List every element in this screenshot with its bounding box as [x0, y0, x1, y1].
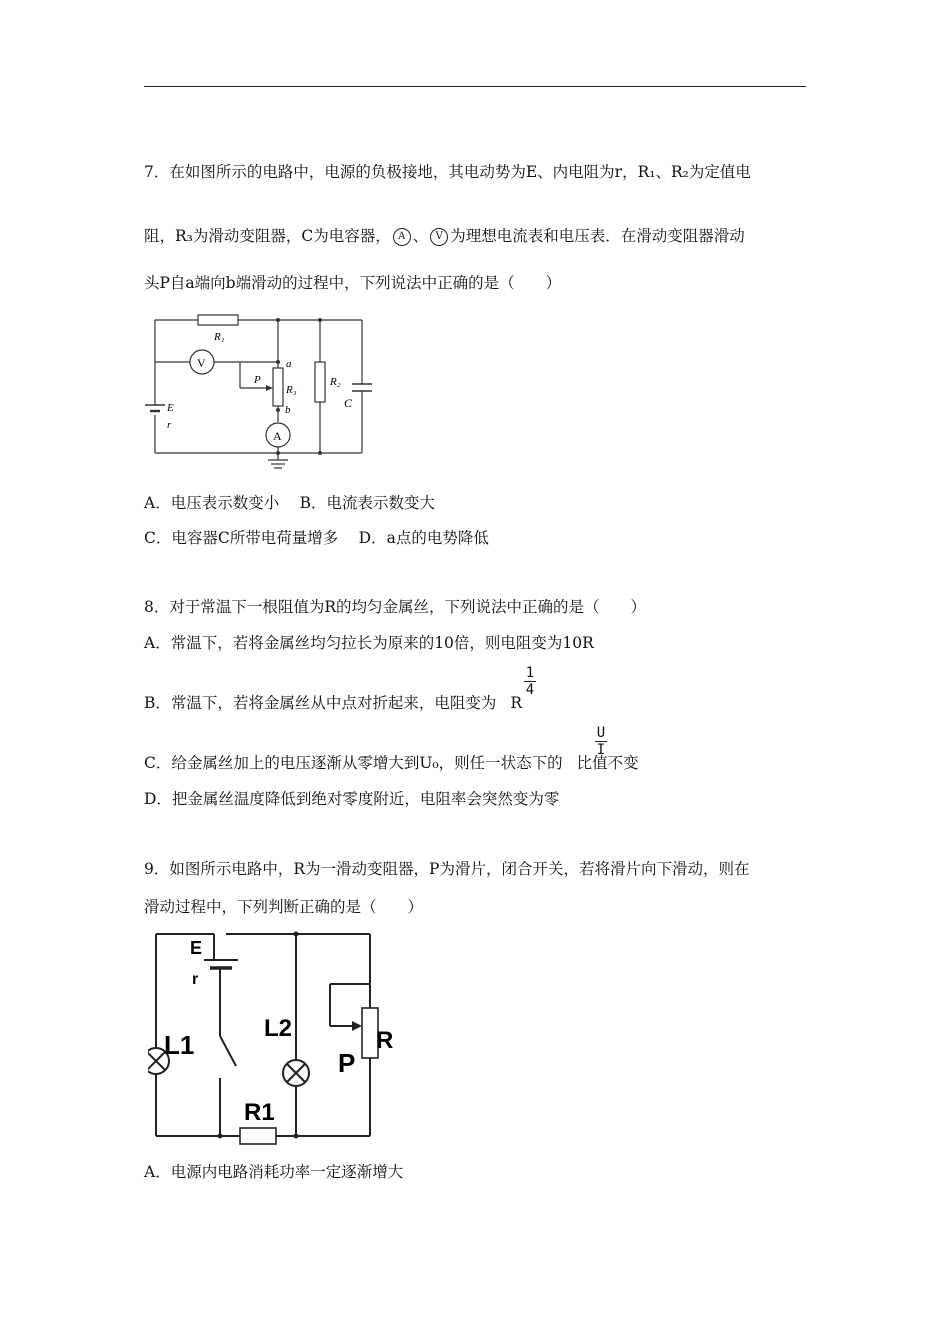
header-rule — [144, 86, 806, 87]
q8-option-d: D．把金属丝温度降低到绝对零度附近，电阻率会突然变为零 — [144, 790, 560, 808]
q8-fraction-quarter — [524, 666, 536, 697]
ammeter-icon: A — [393, 228, 411, 246]
q8-frac-u: U — [596, 725, 606, 741]
q9-label-r-var: R — [376, 1027, 394, 1054]
q9-line-1: 9．如图所示电路中，R为一滑动变阻器，P为滑片，闭合开关，若将滑片向下滑动，则在 — [144, 860, 750, 878]
q9-line-2: 滑动过程中，下列判断正确的是（ ） — [144, 898, 424, 916]
label-ammeter: A — [273, 429, 282, 443]
q9-label-p: P — [338, 1048, 356, 1078]
q9-option-a: A．电源内电路消耗功率一定逐渐增大 — [144, 1163, 404, 1181]
label-r2: R₂ — [330, 376, 341, 388]
q9-label-e: E — [190, 938, 203, 958]
label-b: b — [285, 404, 291, 416]
q7-options-cd: C．电容器C所带电荷量增多 D．a点的电势降低 — [144, 529, 489, 547]
q8-option-a: A．常温下，若将金属丝均匀拉长为原来的10倍，则电阻变为10R — [144, 634, 594, 652]
q7-options-ab: A．电压表示数变小 B．电流表示数变大 — [144, 494, 436, 512]
label-a: a — [286, 358, 292, 370]
q9-label-l1: L1 — [164, 1030, 195, 1060]
q9-circuit-diagram — [148, 926, 398, 1146]
q9-label-r: r — [192, 971, 199, 988]
q7-line-2a: 阻，R₃为滑动变阻器，C为电容器， — [144, 227, 391, 245]
q8-fraction-ui — [595, 726, 607, 757]
label-p: P — [254, 374, 261, 386]
q8-option-b-tail: R — [510, 694, 523, 712]
label-v: V — [197, 356, 206, 370]
q8-frac-num: 1 — [525, 665, 535, 681]
q7-sep: 、 — [412, 227, 429, 245]
q8-option-c-tail: 比值不变 — [576, 754, 639, 772]
label-r3: R₃ — [286, 384, 297, 396]
q9-label-l2: L2 — [264, 1015, 293, 1042]
q8-stem: 8．对于常温下一根阻值为R的均匀金属丝，下列说法中正确的是（ ） — [144, 598, 647, 616]
label-c: C — [344, 396, 353, 410]
label-r1: R₁ — [214, 331, 225, 343]
q8-option-b — [144, 693, 522, 713]
q8-frac-i: I — [596, 742, 606, 758]
q7-circuit-diagram — [140, 310, 380, 475]
q7-line-3: 头P自a端向b端滑动的过程中，下列说法中正确的是（ ） — [144, 274, 562, 292]
label-e: E — [167, 402, 174, 414]
q8-option-b-text: B．常温下，若将金属丝从中点对折起来，电阻变为 — [144, 694, 497, 712]
q9-label-r1: R1 — [244, 1099, 275, 1126]
q8-frac-den: 4 — [525, 682, 535, 698]
q7-line-2b: 为理想电流表和电压表．在滑动变阻器滑动 — [450, 227, 745, 245]
q7-line-1: 7．在如图所示的电路中，电源的负极接地，其电动势为E、内电阻为r，R₁、R₂为定值电 — [144, 163, 751, 181]
q8-option-c-text: C．给金属丝加上的电压逐渐从零增大到U₀，则任一状态下的 — [144, 754, 563, 772]
voltmeter-icon: V — [430, 228, 448, 246]
q7-line-2 — [144, 226, 745, 246]
q8-option-c — [144, 753, 639, 773]
label-r: r — [167, 419, 172, 431]
